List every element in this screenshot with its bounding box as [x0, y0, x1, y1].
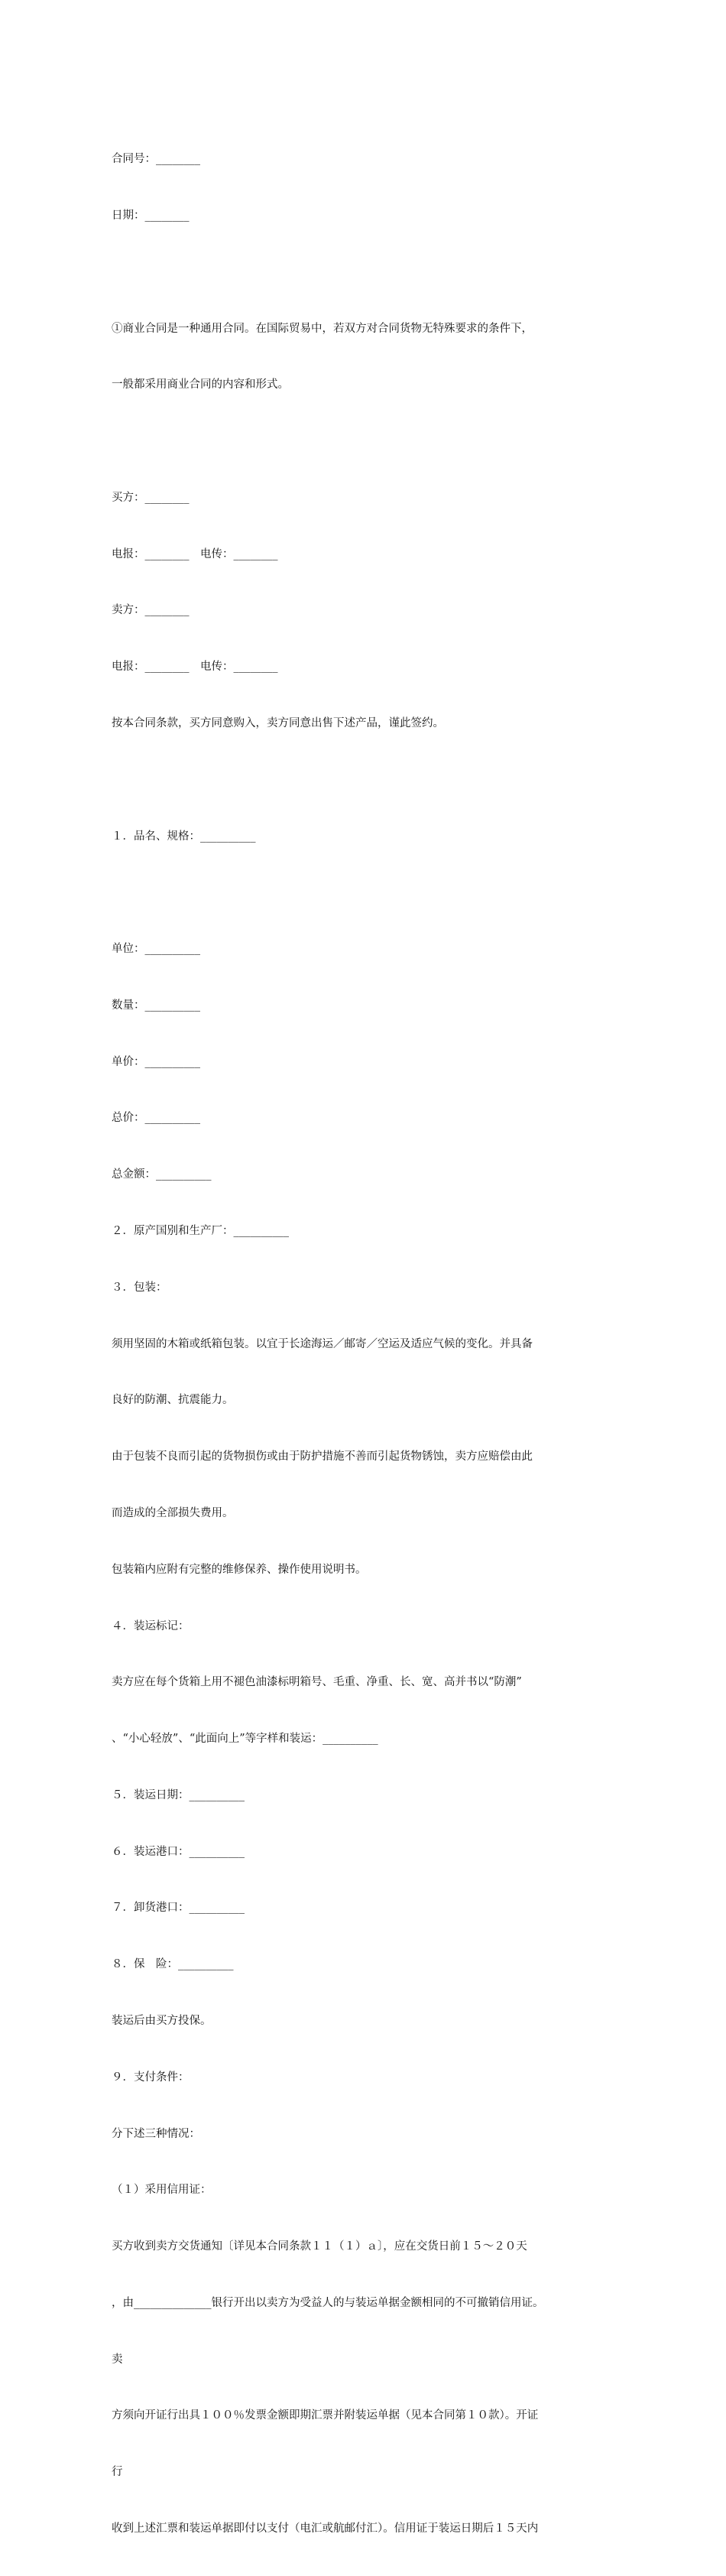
- letter-of-credit-paragraph-line: ，由______________银行开出以卖方为受益人的与装运单据金额相同的不可撤销信用证。: [112, 2296, 544, 2309]
- clause-6-loading-port: ６．装运港口：__________: [112, 1845, 245, 1858]
- blank-line: [112, 883, 616, 902]
- total-amount-line: 总金额：__________: [112, 1168, 212, 1181]
- packing-manual-line: 包装箱内应附有完整的维修保养、操作使用说明书。: [112, 1563, 367, 1576]
- packing-damage-line: 由于包装不良而引起的货物损伤或由于防护措施不善而引起货物锈蚀，卖方应赔偿由此: [112, 1450, 533, 1463]
- packing-paragraph-line: 良好的防潮、抗震能力。: [112, 1394, 234, 1407]
- letter-of-credit-paragraph-line: 卖: [112, 2353, 123, 2366]
- buyer-telegram-telex-line: 电报：________ 电传：________: [112, 547, 278, 560]
- shipping-marks-paragraph-line: 卖方应在每个货箱上用不褪色油漆标明箱号、毛重、净重、长、宽、高并书以“防潮”: [112, 1676, 522, 1689]
- unit-price-line: 单价：__________: [112, 1055, 200, 1068]
- payment-case-1-title: （１）采用信用证：: [112, 2184, 212, 2197]
- letter-of-credit-paragraph-line: 收到上述汇票和装运单据即付以支付（电汇或航邮付汇）。信用证于装运日期后１５天内: [112, 2522, 539, 2535]
- seller-telegram-telex-line: 电报：________ 电传：________: [112, 661, 278, 674]
- intro-paragraph-line: ①商业合同是一种通用合同。在国际贸易中，若双方对合同货物无特殊要求的条件下，: [112, 322, 533, 335]
- date-line: 日期：________: [112, 209, 190, 222]
- clause-1-product-spec: １．品名、规格：__________: [112, 830, 256, 843]
- clause-8-insurance: ８．保 险：__________: [112, 1958, 234, 1971]
- clause-3-packing: ３．包装：: [112, 1281, 167, 1294]
- letter-of-credit-paragraph-line: 行: [112, 2466, 123, 2479]
- intro-paragraph-line: 一般都采用商业合同的内容和形式。: [112, 378, 289, 391]
- clause-7-discharge-port: ７．卸货港口：__________: [112, 1902, 245, 1915]
- clause-4-shipping-marks: ４．装运标记：: [112, 1619, 190, 1632]
- agreement-statement: 按本合同条款，买方同意购入，卖方同意出售下述产品，谨此签约。: [112, 717, 444, 729]
- insurance-note: 装运后由买方投保。: [112, 2014, 212, 2027]
- unit-line: 单位：__________: [112, 943, 200, 956]
- contract-number-line: 合同号：________: [112, 153, 200, 166]
- quantity-line: 数量：__________: [112, 999, 200, 1012]
- contract-body: [112, 112, 616, 2576]
- seller-line: 卖方：________: [112, 604, 190, 617]
- clause-2-origin: ２．原产国别和生产厂：__________: [112, 1225, 289, 1238]
- clause-9-payment-terms: ９．支付条件：: [112, 2071, 190, 2084]
- buyer-line: 买方：________: [112, 491, 190, 504]
- packing-paragraph-line: 须用坚固的木箱或纸箱包装。以宜于长途海运／邮寄／空运及适应气候的变化。并具备: [112, 1337, 533, 1350]
- total-price-line: 总价：__________: [112, 1112, 200, 1125]
- blank-line: [112, 263, 616, 282]
- letter-of-credit-paragraph-line: 方须向开证行出具１００％发票金额即期汇票并附装运单据（见本合同第１０款）。开证: [112, 2409, 539, 2422]
- letter-of-credit-paragraph-line: 买方收到卖方交货通知〔详见本合同条款１１（１）ａ〕，应在交货日前１５～２０天: [112, 2240, 527, 2253]
- blank-line: [112, 432, 616, 451]
- clause-5-shipment-date: ５．装运日期：__________: [112, 1788, 245, 1801]
- shipping-marks-paragraph-line: 、“小心轻放”、“此面向上”等字样和装运：__________: [112, 1733, 378, 1746]
- packing-damage-line: 而造成的全部损失费用。: [112, 1506, 234, 1519]
- blank-line: [112, 771, 616, 790]
- payment-cases-intro: 分下述三种情况：: [112, 2127, 200, 2140]
